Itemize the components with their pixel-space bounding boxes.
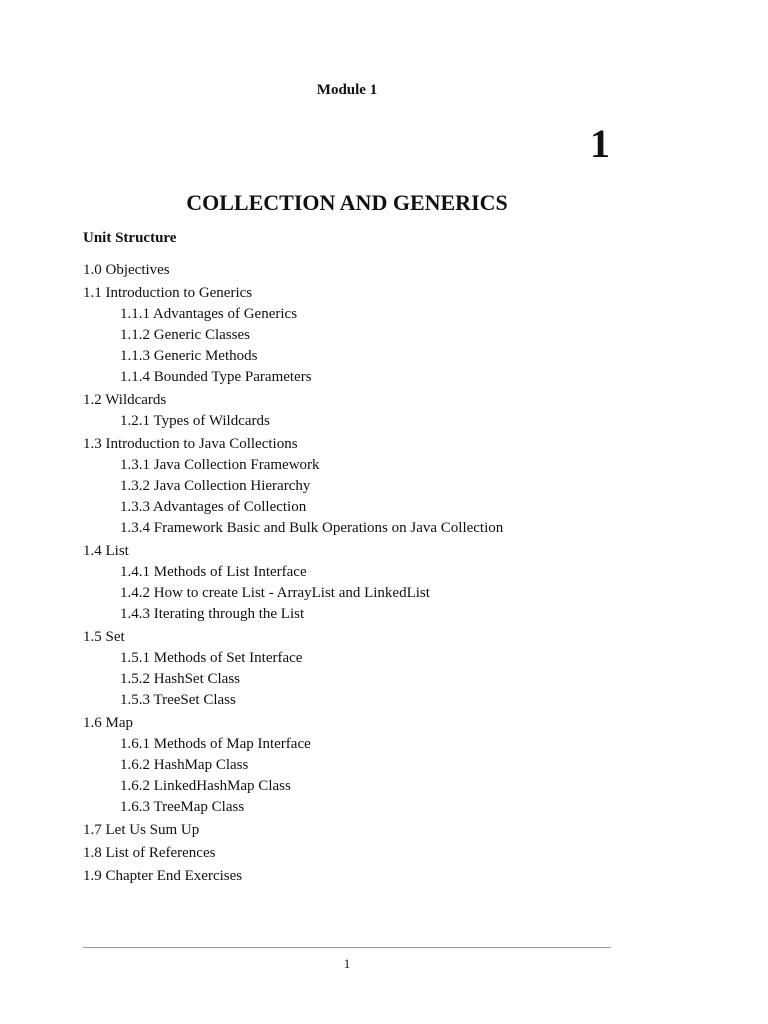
toc-subsection: 1.6.2 HashMap Class <box>120 757 249 773</box>
chapter-title: COLLECTION AND GENERICS <box>186 190 508 215</box>
toc-subsection: 1.1.1 Advantages of Generics <box>120 306 298 322</box>
toc-subsection: 1.5.3 TreeSet Class <box>120 692 236 708</box>
toc-section: 1.7 Let Us Sum Up <box>83 822 200 838</box>
toc-subsection: 1.4.2 How to create List - ArrayList and LinkedList <box>120 585 430 601</box>
chapter-number: 1 <box>590 121 610 166</box>
toc-section: 1.9 Chapter End Exercises <box>83 868 243 884</box>
toc-section: 1.6 Map <box>83 715 133 731</box>
toc-section: 1.0 Objectives <box>83 262 170 278</box>
toc-section: 1.5 Set <box>83 629 125 645</box>
toc-subsection: 1.6.1 Methods of Map Interface <box>120 736 311 752</box>
toc-section: 1.4 List <box>83 543 129 559</box>
toc-subsection: 1.1.2 Generic Classes <box>120 327 250 343</box>
toc-subsection: 1.4.3 Iterating through the List <box>120 606 305 622</box>
toc-section: 1.8 List of References <box>83 845 216 861</box>
toc-section: 1.3 Introduction to Java Collections <box>83 436 298 452</box>
footer-divider <box>83 947 611 948</box>
toc-subsection: 1.3.2 Java Collection Hierarchy <box>120 478 311 494</box>
toc-section: 1.2 Wildcards <box>83 392 167 408</box>
toc-subsection: 1.5.2 HashSet Class <box>120 671 240 687</box>
unit-structure-heading: Unit Structure <box>83 230 177 246</box>
toc-subsection: 1.3.4 Framework Basic and Bulk Operations on Java Collection <box>120 520 504 536</box>
module-label: Module 1 <box>316 82 378 98</box>
toc-subsection: 1.3.3 Advantages of Collection <box>120 499 307 515</box>
toc-subsection: 1.6.2 LinkedHashMap Class <box>120 778 291 794</box>
page-number: 1 <box>343 956 351 971</box>
table-of-contents <box>83 258 623 887</box>
toc-subsection: 1.1.4 Bounded Type Parameters <box>120 369 312 385</box>
toc-subsection: 1.3.1 Java Collection Framework <box>120 457 320 473</box>
toc-subsection: 1.1.3 Generic Methods <box>120 348 258 364</box>
toc-subsection: 1.6.3 TreeMap Class <box>120 799 245 815</box>
toc-subsection: 1.5.1 Methods of Set Interface <box>120 650 303 666</box>
toc-section: 1.1 Introduction to Generics <box>83 285 253 301</box>
toc-subsection: 1.4.1 Methods of List Interface <box>120 564 307 580</box>
toc-subsection: 1.2.1 Types of Wildcards <box>120 413 270 429</box>
